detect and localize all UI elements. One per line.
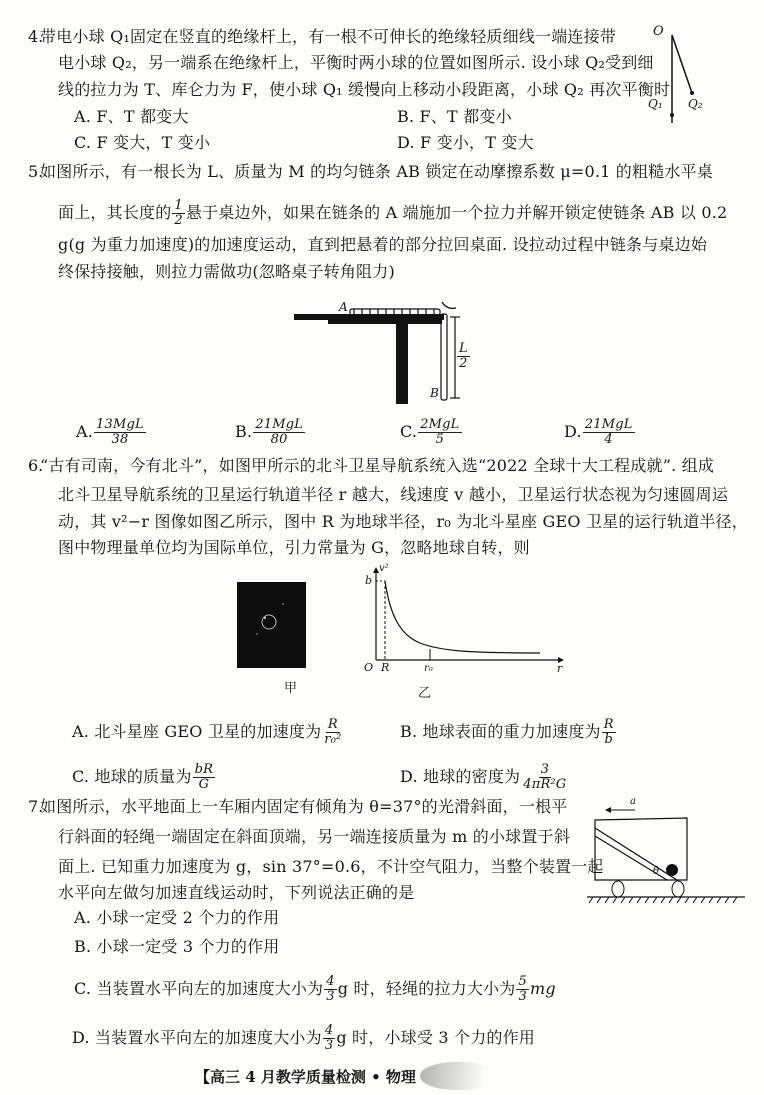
denominator: 38	[111, 432, 129, 447]
theta-label: θ	[653, 866, 660, 877]
denominator: 2	[174, 213, 183, 228]
text: C. 当装置水平向左的加速度大小为	[74, 979, 324, 998]
text: mg	[529, 979, 556, 998]
denominator: 4πR²G	[523, 777, 567, 792]
label-q2: Q₂	[688, 97, 703, 111]
numerator: R	[327, 717, 338, 732]
denominator: G	[198, 777, 210, 792]
fraction	[583, 418, 635, 447]
fraction	[172, 199, 184, 228]
text: 面上，其长度的	[58, 203, 172, 222]
y-axis-label: v²	[379, 563, 389, 574]
denominator: 5	[435, 432, 445, 447]
label-b: B	[430, 386, 439, 400]
fraction	[322, 718, 343, 747]
denominator: 4	[604, 432, 613, 447]
question-text-line: “古有司南，今有北斗”，如图甲所示的北斗卫星导航系统入选“2022 全球十大工程成就”. 组成	[40, 456, 715, 475]
label-q1: Q₁	[648, 97, 663, 111]
question-text-line	[58, 199, 727, 228]
option-c: C. F 变大，T 变小	[74, 133, 211, 152]
fraction	[418, 418, 461, 447]
text: D. 当装置水平向左的加速度大小为	[72, 1028, 322, 1047]
denominator: 3	[518, 989, 527, 1004]
question-text-line: 动，其 v²−r 图像如图乙所示，图中 R 为地球半径，r₀ 为北斗星座 GEO 卫星的运行轨道半径，	[58, 512, 748, 531]
option-text: B. 地球表面的重力加速度为	[400, 722, 601, 741]
question-text-line: 如图所示，水平地面上一车厢内固定有倾角为 θ=37°的光滑斜面，一根平	[40, 797, 568, 816]
length-label	[457, 342, 470, 371]
question-text-line: 北斗卫星导航系统的卫星运行轨道半径 r 越大，线速度 v 越小，卫星运行状态视为匀速圆周运	[58, 485, 729, 504]
figure-caption-jia: 甲	[284, 681, 298, 696]
option-text: A. 北斗星座 GEO 卫星的加速度为	[72, 722, 322, 741]
option-letter: C.	[400, 422, 418, 441]
option-text: C. 地球的质量为	[72, 767, 192, 786]
x-mark-r0: r₀	[424, 663, 433, 674]
numerator: bR	[194, 762, 214, 777]
numerator: 3	[540, 762, 550, 777]
option-a: A. F、T 都变大	[74, 107, 189, 126]
fraction	[253, 418, 305, 447]
option-b: B. 小球一定受 3 个力的作用	[74, 937, 280, 956]
question-text-line: 水平向左做匀加速直线运动时，下列说法正确的是	[58, 883, 415, 902]
denominator: 3	[324, 1038, 334, 1053]
text: 悬于桌边外，如果在链条的 A 端施加一个拉力并解开锁定使链条 AB 以 0.2	[185, 203, 728, 222]
v2-r-graph	[360, 565, 565, 680]
question-text-line: 带电小球 Q₁固定在竖直的绝缘杆上，有一根不可伸长的绝缘轻质细线一端连接带	[40, 27, 617, 46]
numerator: L	[459, 341, 468, 356]
y-mark-b: b	[365, 574, 373, 587]
denominator: 80	[270, 432, 288, 447]
option-d	[400, 763, 569, 792]
footer-row	[195, 1062, 490, 1090]
fraction	[516, 975, 528, 1004]
question-text-line: 终保持接触，则拉力需做功(忽略桌子转角阻力)	[58, 262, 395, 281]
option-c	[400, 418, 463, 447]
numerator: 4	[326, 974, 335, 989]
fraction	[521, 763, 568, 792]
question-text-line: 线的拉力为 T、库仑力为 F，使小球 Q₁ 缓慢向上移动小段距离，小球 Q₂ 再次平衡时	[58, 80, 671, 99]
numerator: 2MgL	[420, 417, 460, 432]
numerator: 21MgL	[584, 417, 633, 432]
q7-cart-figure	[585, 796, 760, 905]
q5-chain-figure	[290, 292, 470, 407]
question-text-line: 面上. 已知重力加速度为 g，sin 37°=0.6，不计空气阻力，当整个装置一起	[58, 857, 604, 876]
scan-smudge	[420, 1062, 490, 1090]
option-b	[400, 718, 617, 747]
question-text-line: 图中物理量单位均为国际单位，引力常量为 G，忽略地球自转，则	[58, 538, 530, 557]
label-a: A	[339, 300, 348, 314]
question-text-line: 行斜面的轻绳一端固定在斜面顶端，另一端连接质量为 m 的小球置于斜	[58, 827, 570, 846]
fraction	[323, 1024, 335, 1053]
numerator: 4	[324, 1023, 334, 1038]
numerator: R	[603, 717, 614, 732]
fraction	[602, 718, 616, 747]
numerator: 21MgL	[255, 417, 304, 432]
option-a	[72, 718, 345, 747]
question-number: 5.	[28, 162, 44, 181]
option-letter: B.	[235, 422, 253, 441]
option-d	[564, 418, 636, 447]
question-number: 4.	[28, 27, 44, 46]
text: g 时，轻绳的拉力大小为	[337, 979, 516, 998]
option-c	[74, 975, 556, 1004]
x-mark-r: R	[381, 661, 390, 674]
numerator: 13MgL	[96, 417, 144, 432]
option-b	[235, 418, 306, 447]
option-letter: A.	[76, 422, 94, 441]
figure-caption-yi: 乙	[418, 686, 432, 701]
option-b: B. F、T 都变小	[397, 107, 512, 126]
numerator: 5	[518, 974, 527, 989]
satellite-photo	[237, 582, 306, 668]
option-a: A. 小球一定受 2 个力的作用	[74, 908, 280, 927]
option-c	[72, 763, 216, 792]
option-d: D. F 变小，T 变大	[397, 133, 534, 152]
denominator: b	[604, 732, 613, 747]
denominator: r₀²	[324, 732, 342, 747]
q4-pendulum-figure	[640, 25, 720, 125]
page-footer: 【高三 4 月教学质量检测 • 物理	[195, 1067, 416, 1086]
denominator: 3	[326, 989, 335, 1004]
fraction	[324, 975, 336, 1004]
fraction	[193, 763, 216, 792]
option-letter: D.	[564, 422, 582, 441]
origin-label: O	[364, 661, 374, 674]
x-axis-label: r	[557, 662, 563, 675]
question-number: 7.	[28, 797, 44, 816]
question-number: 6.	[28, 456, 44, 475]
question-text-line: 如图所示，有一根长为 L、质量为 M 的均匀链条 AB 锁定在动摩擦系数 μ=0.1 的粗糙水平桌	[40, 162, 713, 181]
fraction	[94, 418, 146, 447]
option-text: D. 地球的密度为	[400, 767, 521, 786]
option-a	[76, 418, 147, 447]
numerator: 1	[174, 198, 183, 213]
acceleration-label: a	[630, 796, 636, 807]
question-text-line: 电小球 Q₂，另一端系在绝缘杆上，平衡时两小球的位置如图所示. 设小球 Q₂受到细	[58, 53, 654, 72]
option-d	[72, 1024, 535, 1053]
text: g 时，小球受 3 个力的作用	[336, 1028, 536, 1047]
label-o: O	[653, 24, 664, 39]
denominator: 2	[459, 356, 468, 371]
question-text-line: g(g 为重力加速度)的加速度运动，直到把悬着的部分拉回桌面. 设拉动过程中链条与桌边始	[58, 235, 708, 254]
